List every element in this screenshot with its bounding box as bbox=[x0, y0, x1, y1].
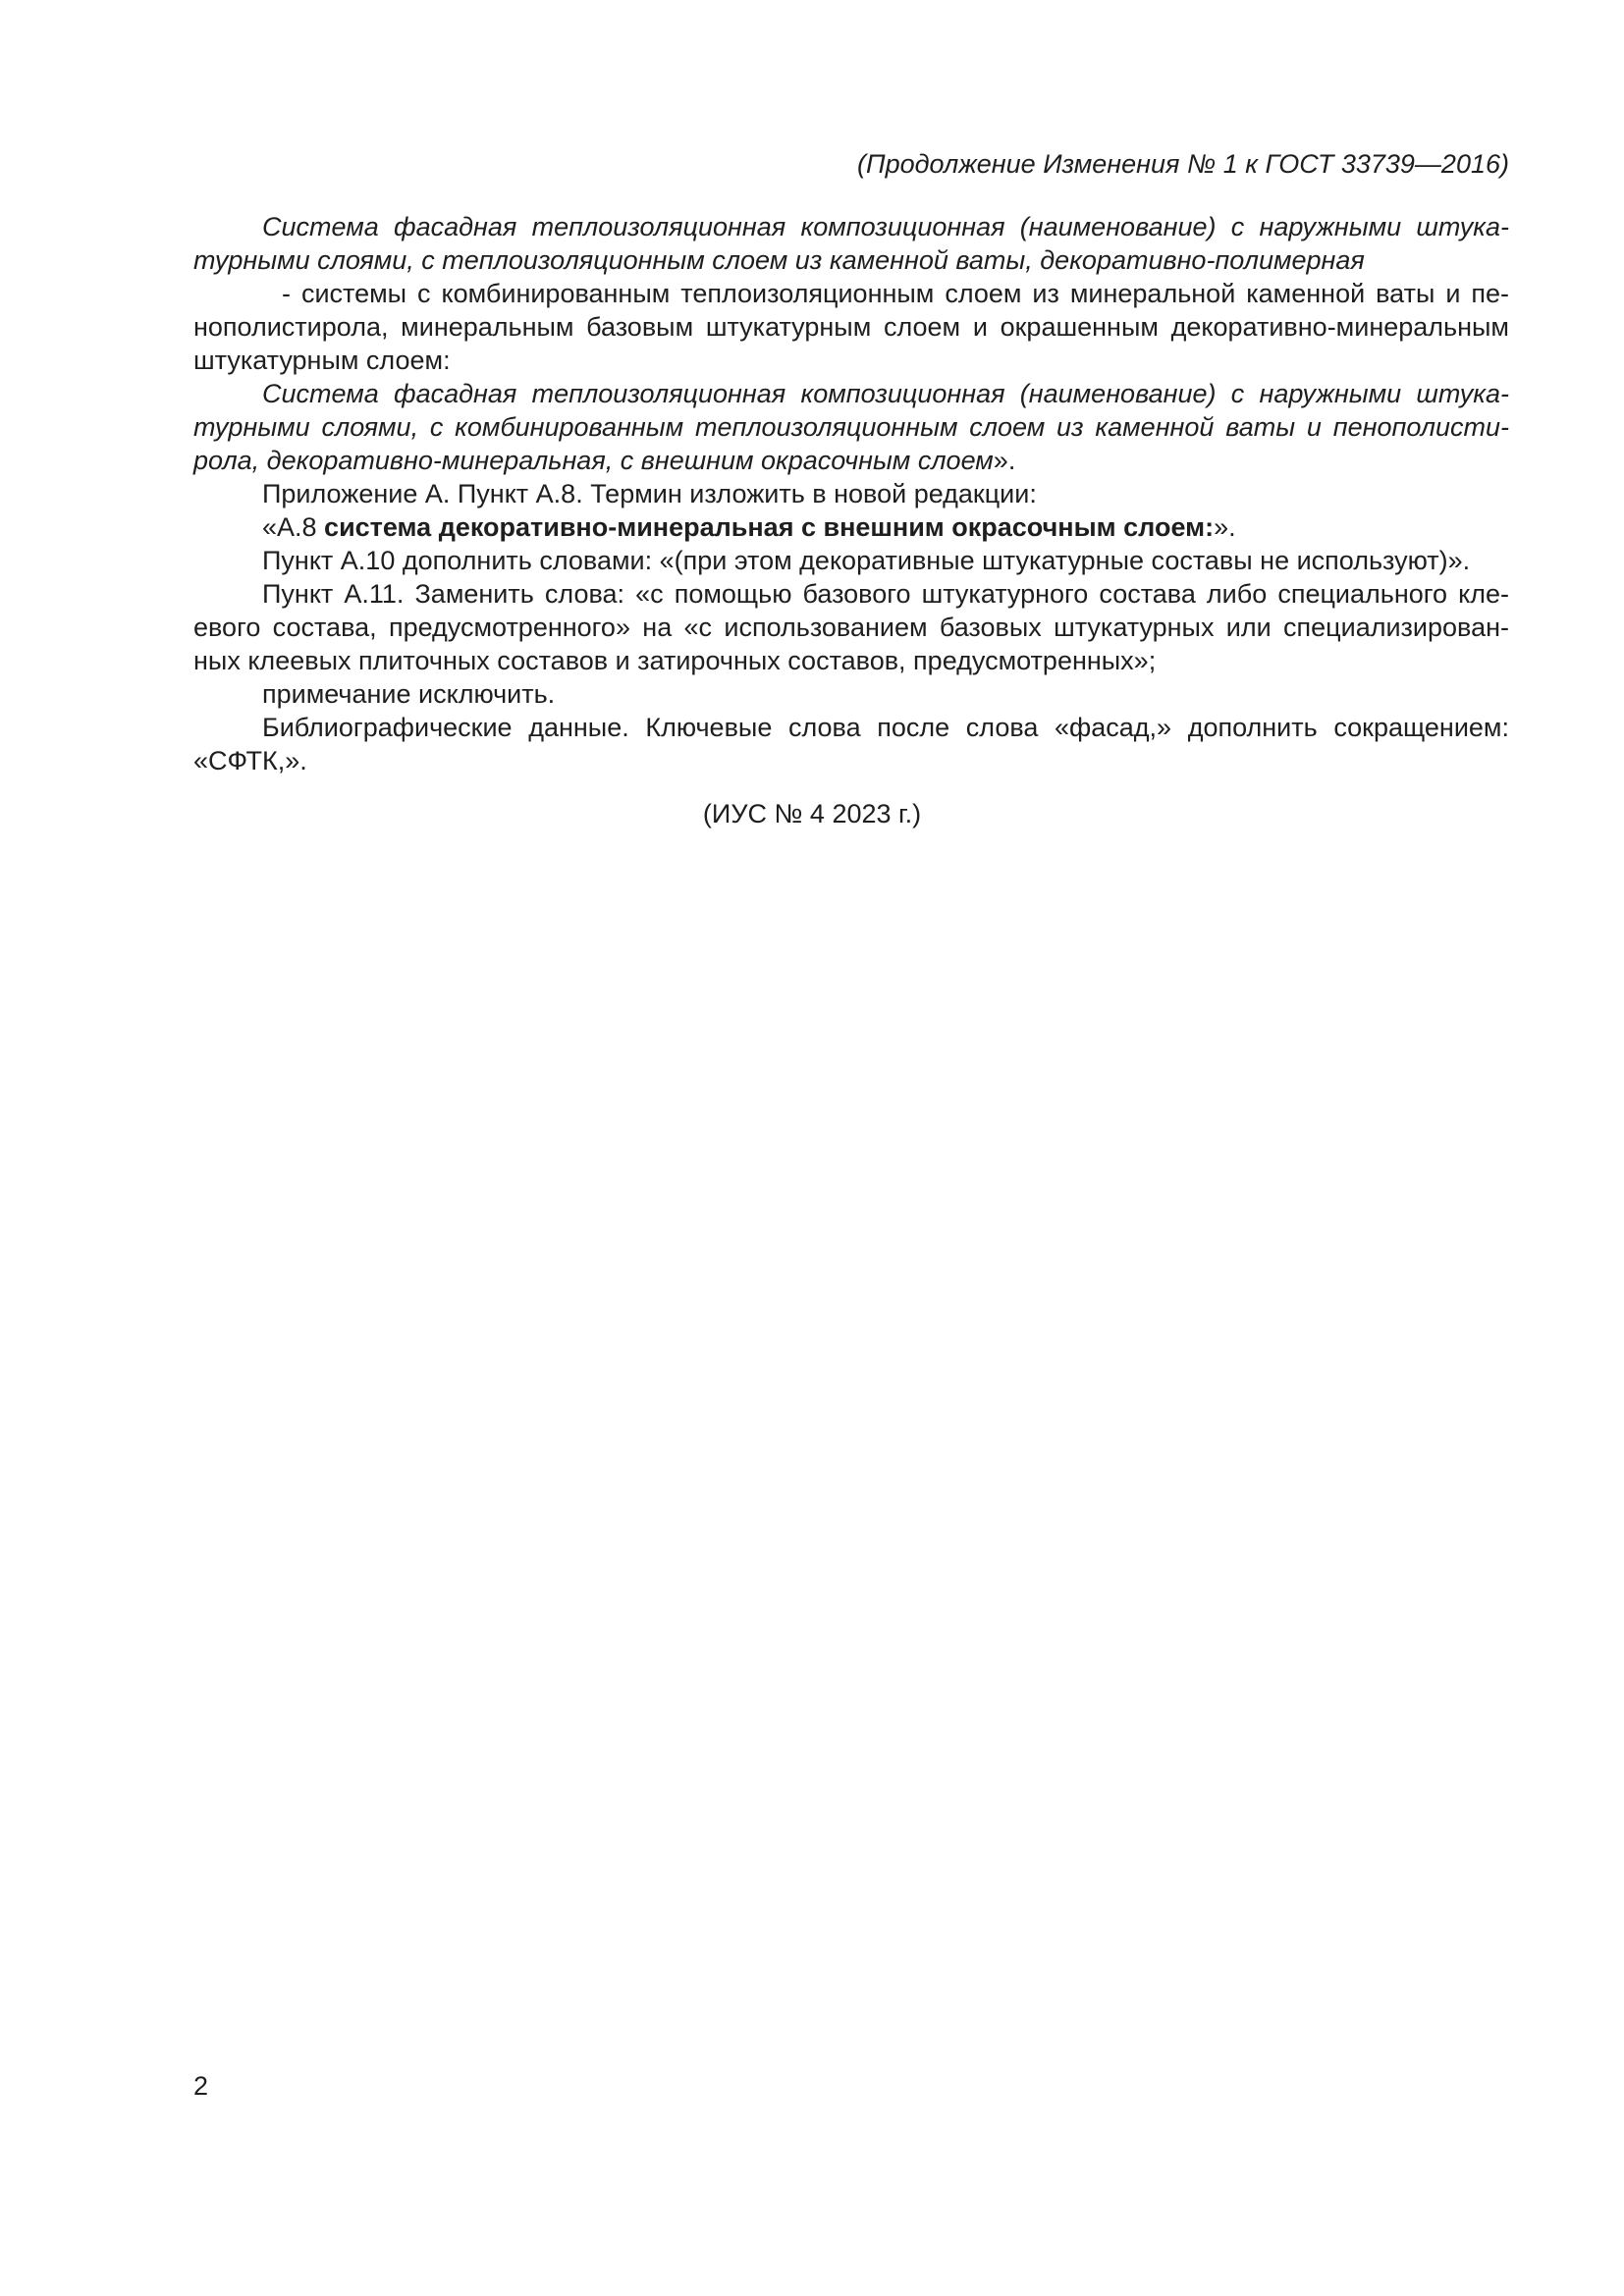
item-a11-line-3: ных клеевых плиточных составов и затирочных составов, предусмотренных»; bbox=[193, 646, 1157, 675]
bibliographic-data-line-1: Библиографические данные. Ключевые слова после слова «фасад,» дополнить сокращением: bbox=[262, 713, 1509, 742]
ius-reference: (ИУС № 4 2023 г.) bbox=[702, 799, 922, 828]
system-name-paragraph-1-line-1: Система фасадная теплоизоляционная композиционная (наименование) с наружными штука- bbox=[262, 212, 1509, 241]
item-a11-line-1: Пункт А.11. Заменить слова: «с помощью базового штукатурного состава либо специального кле- bbox=[262, 579, 1509, 609]
systems-description-line-2: нополистирола, минеральным базовым штукатурным слоем и окрашенным декоративно-минеральным bbox=[193, 312, 1509, 342]
system-name-paragraph-2-line-1: Система фасадная теплоизоляционная композиционная (наименование) с наружными штука- bbox=[262, 379, 1509, 408]
amendment-text bbox=[193, 210, 1509, 777]
term-a8-prefix: «А.8 bbox=[262, 512, 325, 542]
page-number: 2 bbox=[193, 2071, 209, 2101]
term-a8-definition: система декоративно-минеральная с внешним окрасочным слоем: bbox=[324, 512, 1215, 542]
system-name-paragraph-2-line-3 bbox=[193, 444, 1509, 477]
continuation-header: (Продолжение Изменения № 1 к ГОСТ 33739—2016) bbox=[857, 149, 1509, 179]
bibliographic-data-line-2: «СФТК,». bbox=[193, 746, 307, 775]
system-name-paragraph-1-line-2: турными слоями, с теплоизоляционным слоем из каменной ваты, декоративно-полимерная bbox=[193, 245, 1365, 275]
item-a10-instruction: Пункт А.10 дополнить словами: «(при этом декоративные штукатурные составы не используют)». bbox=[262, 546, 1471, 575]
systems-description-line-3: штукатурным слоем: bbox=[193, 346, 451, 375]
system-name-paragraph-2-line-3-italic: рола, декоративно-минеральная, с внешним окрасочным слоем bbox=[193, 446, 994, 475]
system-name-paragraph-2-line-3-end: ». bbox=[993, 446, 1016, 475]
systems-description-line-1: - системы с комбинированным теплоизоляционным слоем из минеральной каменной ваты и пе- bbox=[282, 279, 1509, 308]
note-removal: примечание исключить. bbox=[262, 679, 556, 709]
item-a11-line-2: евого состава, предусмотренного» на «с использованием базовых штукатурных или специализирован- bbox=[193, 613, 1509, 642]
system-name-paragraph-2-line-2: турными слоями, с комбинированным теплоизоляционным слоем из каменной ваты и пенополисти- bbox=[193, 412, 1509, 442]
appendix-a-instruction: Приложение А. Пункт А.8. Термин изложить в новой редакции: bbox=[262, 479, 1037, 508]
term-a8-suffix: ». bbox=[1214, 512, 1236, 542]
term-a8 bbox=[193, 510, 1509, 544]
